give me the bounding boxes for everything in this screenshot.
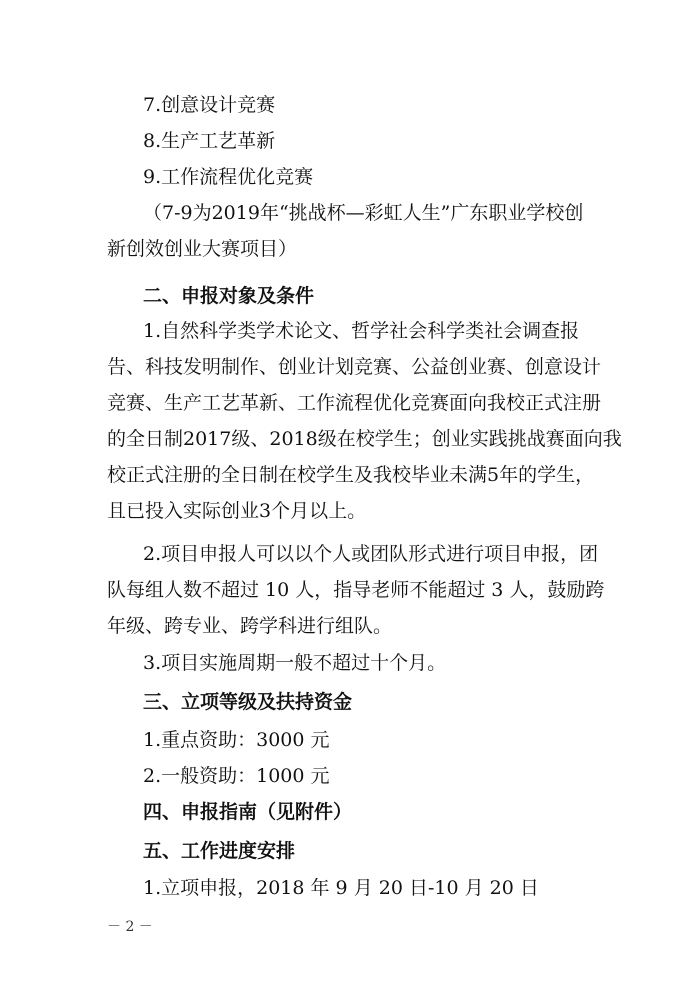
- list-item-general-funding: 2.一般资助：1000 元: [143, 765, 330, 787]
- paragraph-team-line-1: 2.项目申报人可以以个人或团队形式进行项目申报，团: [143, 543, 599, 565]
- paragraph-note-line-1: （7-9为2019年“挑战杯—彩虹人生”广东职业学校创: [143, 202, 584, 224]
- paragraph-applicants-line-1: 1.自然科学类学术论文、哲学社会科学类社会调查报: [143, 320, 580, 342]
- paragraph-applicants-line-5: 校正式注册的全日制在校学生及我校毕业未满5年的学生，: [107, 464, 595, 486]
- list-item-key-funding: 1.重点资助：3000 元: [143, 729, 330, 751]
- paragraph-note-line-2: 新创效创业大赛项目）: [107, 238, 298, 260]
- paragraph-duration: 3.项目实施周期一般不超过十个月。: [143, 652, 447, 674]
- section-heading-schedule: 五、工作进度安排: [143, 840, 296, 862]
- list-item-workflow-optimization: 9.工作流程优化竞赛: [143, 166, 314, 188]
- paragraph-team-line-3: 年级、跨专业、跨学科进行组队。: [107, 615, 393, 637]
- paragraph-applicants-line-2: 告、科技发明制作、创业计划竞赛、公益创业赛、创意设计: [107, 356, 602, 378]
- list-item-creative-design: 7.创意设计竞赛: [143, 94, 276, 116]
- section-heading-applicants: 二、申报对象及条件: [143, 285, 315, 307]
- section-heading-funding: 三、立项等级及扶持资金: [143, 691, 353, 713]
- paragraph-applicants-line-3: 竞赛、生产工艺革新、工作流程优化竞赛面向我校正式注册: [107, 392, 602, 414]
- paragraph-applicants-line-6: 且已投入实际创业3个月以上。: [107, 500, 367, 522]
- page-number: － 2 －: [107, 919, 153, 935]
- list-item-project-application: 1.立项申报，2018 年 9 月 20 日-10 月 20 日: [143, 877, 539, 899]
- paragraph-team-line-2: 队每组人数不超过 10 人，指导老师不能超过 3 人，鼓励跨: [107, 579, 605, 601]
- list-item-production-innovation: 8.生产工艺革新: [143, 130, 276, 152]
- paragraph-applicants-line-4: 的全日制2017级、2018级在校学生；创业实践挑战赛面向我: [107, 428, 622, 450]
- section-heading-guide: 四、申报指南（见附件）: [143, 801, 353, 823]
